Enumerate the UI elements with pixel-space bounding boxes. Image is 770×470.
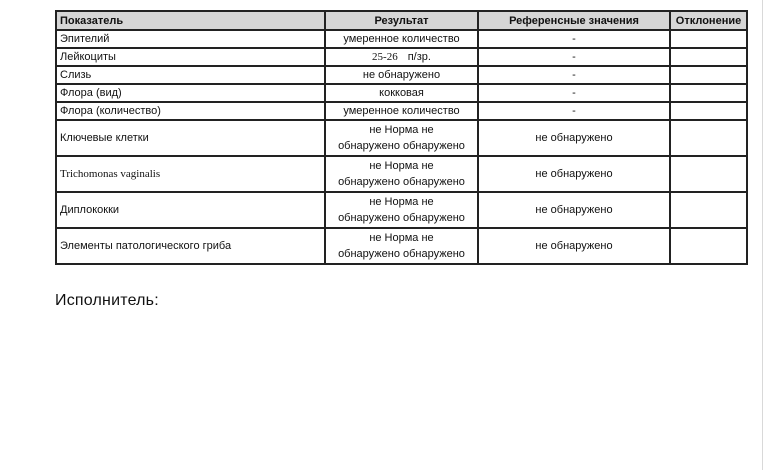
- row-deviation: [670, 66, 747, 84]
- result-line-2: обнаружено обнаружено: [338, 248, 465, 260]
- row-result: [325, 48, 478, 66]
- table-row: [56, 156, 747, 192]
- row-result: [325, 156, 478, 192]
- row-indicator: Диплококки: [56, 192, 325, 228]
- row-reference: -: [478, 66, 670, 84]
- row-result: [325, 192, 478, 228]
- row-indicator: Слизь: [56, 66, 325, 84]
- result-line-1: не Норма не: [369, 196, 434, 208]
- row-deviation: [670, 192, 747, 228]
- row-reference: не обнаружено: [478, 120, 670, 156]
- result-line-1: не Норма не: [369, 124, 434, 136]
- header-result: Результат: [325, 11, 478, 30]
- row-indicator: Флора (вид): [56, 84, 325, 102]
- row-reference: -: [478, 30, 670, 48]
- row-deviation: [670, 48, 747, 66]
- row-indicator: Эпителий: [56, 30, 325, 48]
- row-result: умеренное количество: [325, 102, 478, 120]
- page-edge-divider: [762, 0, 763, 470]
- result-line-2: обнаружено обнаружено: [338, 212, 465, 224]
- row-result: [325, 228, 478, 264]
- result-line-1: не Норма не: [369, 160, 434, 172]
- row-indicator: Лейкоциты: [56, 48, 325, 66]
- row-reference: не обнаружено: [478, 156, 670, 192]
- row-deviation: [670, 102, 747, 120]
- row-result: кокковая: [325, 84, 478, 102]
- header-deviation: Отклонение: [670, 11, 747, 30]
- row-indicator: Trichomonas vaginalis: [56, 156, 325, 192]
- result-line-1: не Норма не: [369, 232, 434, 244]
- row-reference: не обнаружено: [478, 192, 670, 228]
- row-reference: -: [478, 84, 670, 102]
- table-row: [56, 84, 747, 102]
- row-indicator: Элементы патологического гриба: [56, 228, 325, 264]
- result-line-2: обнаружено обнаружено: [338, 176, 465, 188]
- table-row: [56, 66, 747, 84]
- header-reference: Референсные значения: [478, 11, 670, 30]
- result-line-2: обнаружено обнаружено: [338, 140, 465, 152]
- table-header-row: [56, 11, 747, 30]
- executor-label: Исполнитель:: [55, 292, 159, 309]
- row-reference: не обнаружено: [478, 228, 670, 264]
- row-result: не обнаружено: [325, 66, 478, 84]
- table-row: [56, 228, 747, 264]
- table-row: [56, 192, 747, 228]
- table-row: [56, 48, 747, 66]
- row-indicator: Ключевые клетки: [56, 120, 325, 156]
- row-deviation: [670, 228, 747, 264]
- table-row: [56, 30, 747, 48]
- row-deviation: [670, 156, 747, 192]
- row-indicator: Флора (количество): [56, 102, 325, 120]
- table-row: [56, 102, 747, 120]
- row-reference: -: [478, 102, 670, 120]
- row-result: [325, 120, 478, 156]
- results-table: [55, 10, 748, 265]
- row-deviation: [670, 120, 747, 156]
- row-deviation: [670, 84, 747, 102]
- row-deviation: [670, 30, 747, 48]
- result-unit: п/зр.: [407, 51, 431, 63]
- header-indicator: Показатель: [56, 11, 325, 30]
- table-row: [56, 120, 747, 156]
- row-result: умеренное количество: [325, 30, 478, 48]
- row-reference: -: [478, 48, 670, 66]
- result-value: 25-26: [372, 51, 398, 63]
